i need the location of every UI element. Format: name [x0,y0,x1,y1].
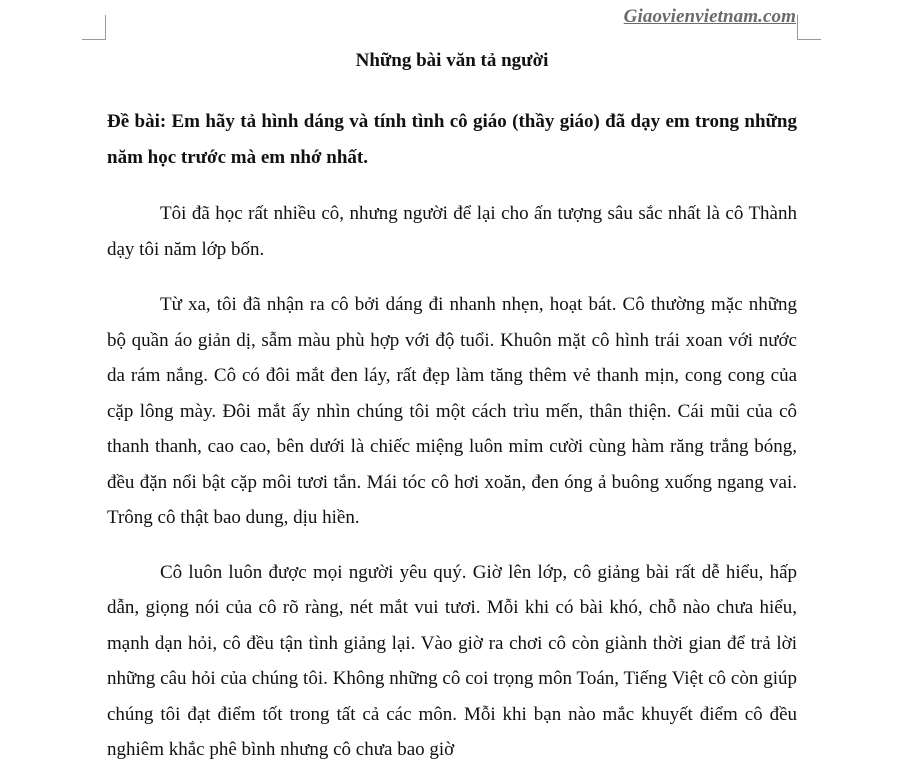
essay-prompt: Đề bài: Em hãy tả hình dáng và tính tình cô giáo (thầy giáo) đã dạy em trong những năm học trước mà em nhớ nhất. [107,111,797,168]
site-watermark: Giaovienvietnam.com [623,6,796,27]
body-paragraph: Từ xa, tôi đã nhận ra cô bởi dáng đi nhanh nhẹn, hoạt bát. Cô thường mặc những bộ quần áo giản dị, sẫm màu phù hợp với độ tuổi. Khuôn mặt cô hình trái xoan với nước da rám nắng. Cô có đôi mắt đen láy, rất đẹp làm tăng thêm vẻ thanh mịn, cong cong của cặp lông mày. Đôi mắt ấy nhìn chúng tôi một cách trìu mến, thân thiện. Cái mũi của cô thanh thanh, cao cao, bên dưới là chiếc miệng luôn mỉm cười cùng hàm răng trắng bóng, đều đặn nổi bật cặp môi tươi tắn. Mái tóc cô hơi xoăn, đen óng ả buông xuống ngang vai. Trông cô thật bao dung, dịu hiền. [107,294,797,528]
document-title: Những bài văn tả người [355,50,549,71]
document-body [107,48,797,768]
margin-corner-mark [797,15,798,39]
margin-corner-mark [82,39,106,40]
margin-corner-mark [105,15,106,39]
margin-corner-mark [797,39,821,40]
body-paragraph: Tôi đã học rất nhiều cô, nhưng người để lại cho ấn tượng sâu sắc nhất là cô Thành dạy tôi năm lớp bốn. [107,203,797,260]
body-paragraph: Cô luôn luôn được mọi người yêu quý. Giờ lên lớp, cô giảng bài rất dễ hiểu, hấp dẫn, giọng nói của cô rõ ràng, nét mắt vui tươi. Mỗi khi có bài khó, chỗ nào chưa hiểu, mạnh dạn hỏi, cô đều tận tình giảng lại. Vào giờ ra chơi cô còn giành thời gian để trả lời những câu hỏi của chúng tôi. Không những cô coi trọng môn Toán, Tiếng Việt cô còn giúp chúng tôi đạt điểm tốt trong tất cả các môn. Mỗi khi bạn nào mắc khuyết điểm cô đều nghiêm khắc phê bình nhưng cô chưa bao giờ [107,561,797,760]
